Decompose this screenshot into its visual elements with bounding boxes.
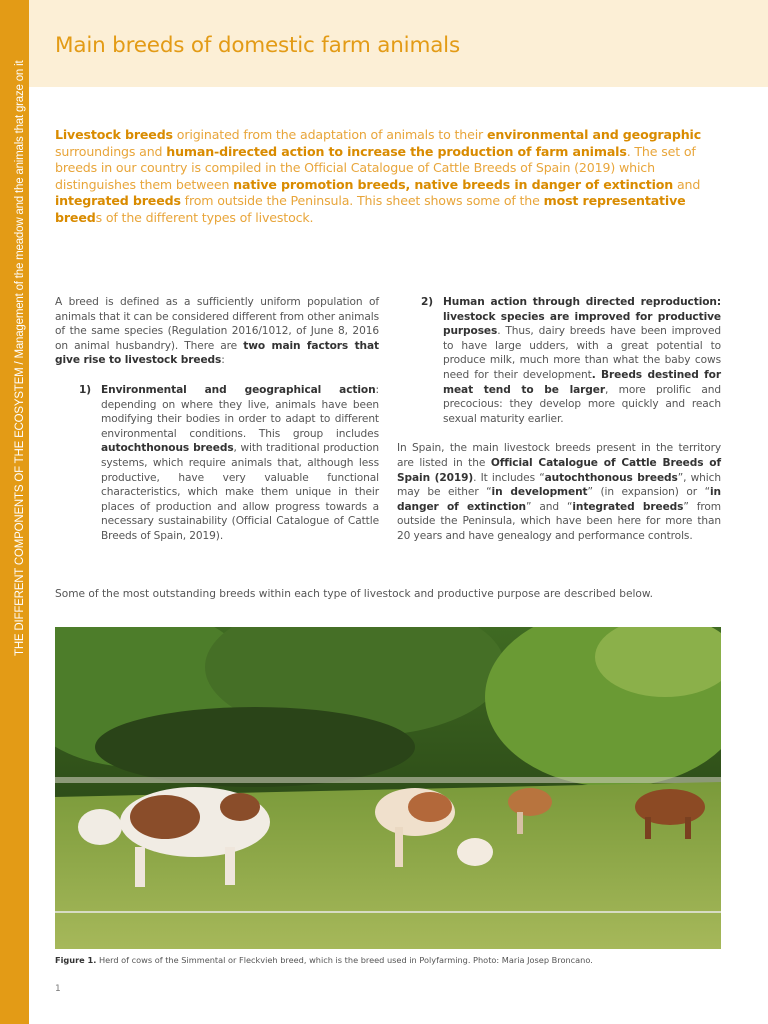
item2-run-0: Human action through directed reproduction: livestock species are improved for productive purposes bbox=[443, 296, 721, 338]
intro-run-3: surroundings and bbox=[55, 143, 167, 159]
left-column bbox=[55, 295, 379, 544]
right_para-run-3: autochthonous breeds bbox=[544, 471, 678, 484]
item2-run-3: , more prolific and precocious: they develop more quickly and reach sexual maturity earlier. bbox=[443, 383, 721, 425]
outro-paragraph: Some of the most outstanding breeds within each type of livestock and productive purpose are described below. bbox=[55, 588, 653, 600]
factor-item-1-text bbox=[101, 383, 379, 544]
figure-caption bbox=[55, 955, 721, 966]
item1-run-3: , with traditional production systems, which require animals that, although less productive, have very valuable functional characteristics, which make them unique in their places of production and allow progress towards a necessary sustainability (Official Catalogue of Cattle Breeds of Spain, 2019). bbox=[101, 442, 379, 542]
factor-item-2-number: 2) bbox=[421, 296, 434, 308]
item1-run-0: Environmental and geographical action bbox=[101, 383, 376, 396]
intro-run-1: originated from the adaptation of animals to their bbox=[172, 127, 487, 142]
caption-label: Figure 1. bbox=[55, 955, 97, 965]
right_para-run-1: Official Catalogue of Cattle Breeds of Spain (2019) bbox=[397, 456, 721, 484]
side-running-header: THE DIFFERENT COMPONENTS OF THE ECOSYSTEM / Management of the meadow and the animals that graze on it bbox=[14, 60, 26, 656]
left_para-run-0: A breed is defined as a sufficiently uniform population of animals that it can be considered different from other animals of the same species (Regulation 2016/1012, of June 8, 2016 on animal husbandry). There are bbox=[55, 296, 379, 352]
intro-run-10: most representative breed bbox=[55, 193, 686, 225]
intro-run-7: and bbox=[673, 176, 701, 192]
right_para-run-4: ”, which may be either “ bbox=[397, 471, 721, 499]
page-title: Main breeds of domestic farm animals bbox=[55, 33, 460, 58]
right_para-run-6: ” (in expansion) or “ bbox=[587, 486, 710, 499]
right_para-run-10: ” from outside the Peninsula, which have been here for more than 20 years and have genealogy and performance controls. bbox=[397, 500, 721, 542]
intro-run-9: from outside the Peninsula. This sheet shows some of the bbox=[180, 193, 544, 209]
catalogue-paragraph bbox=[397, 441, 721, 543]
factor-item-2-text bbox=[443, 295, 721, 426]
page-number: 1 bbox=[55, 984, 61, 994]
item2-run-1: . Thus, dairy breeds have been improved to have large udders, with a great potential to produce milk, much more than what the baby cows need for their development bbox=[443, 325, 721, 381]
factor-item-1 bbox=[55, 383, 379, 544]
intro-run-6: native promotion breeds, native breeds in danger of extinction bbox=[233, 176, 674, 192]
item2-run-2: . Breeds destined for meat tend to be larger bbox=[443, 368, 721, 396]
intro-run-2: environmental and geographic bbox=[486, 127, 702, 142]
right_para-run-5: in development bbox=[491, 486, 588, 499]
intro-run-8: integrated breeds bbox=[55, 193, 181, 209]
right_para-run-2: . It includes “ bbox=[473, 471, 545, 484]
right_para-run-0: In Spain, the main livestock breeds present in the territory are listed in the bbox=[397, 442, 721, 469]
factor-item-2 bbox=[397, 295, 721, 426]
intro-run-5: . The set of breeds in our country is compiled in the Official Catalogue of Cattle Breeds of Spain (2019) which distinguishes them between bbox=[55, 143, 696, 192]
breed-definition-paragraph bbox=[55, 295, 379, 368]
cows-photo-illustration bbox=[55, 627, 721, 949]
item1-run-1: : depending on where they live, animals have been modifying their bodies in order to adapt to different environmental conditions. This group includes bbox=[101, 383, 379, 440]
right_para-run-7: in danger of extinction bbox=[397, 486, 721, 513]
factor-item-1-number: 1) bbox=[79, 383, 92, 396]
right_para-run-9: integrated breeds bbox=[572, 500, 684, 513]
intro-run-11: s of the different types of livestock. bbox=[95, 209, 314, 225]
right_para-run-8: ” and “ bbox=[526, 500, 573, 513]
right-column bbox=[397, 295, 721, 544]
left_para-run-2: : bbox=[221, 354, 225, 367]
left_para-run-1: two main factors that give rise to livestock breeds bbox=[55, 339, 379, 367]
cows-photo bbox=[55, 627, 721, 949]
intro-paragraph bbox=[55, 127, 721, 227]
intro-run-0: Livestock breeds bbox=[55, 127, 173, 142]
caption-text: Herd of cows of the Simmental or Fleckvieh breed, which is the breed used in Polyfarming. Photo: Maria Josep Broncano. bbox=[96, 955, 593, 965]
item1-run-2: autochthonous breeds bbox=[101, 442, 234, 455]
intro-run-4: human-directed action to increase the production of farm animals bbox=[166, 143, 627, 159]
